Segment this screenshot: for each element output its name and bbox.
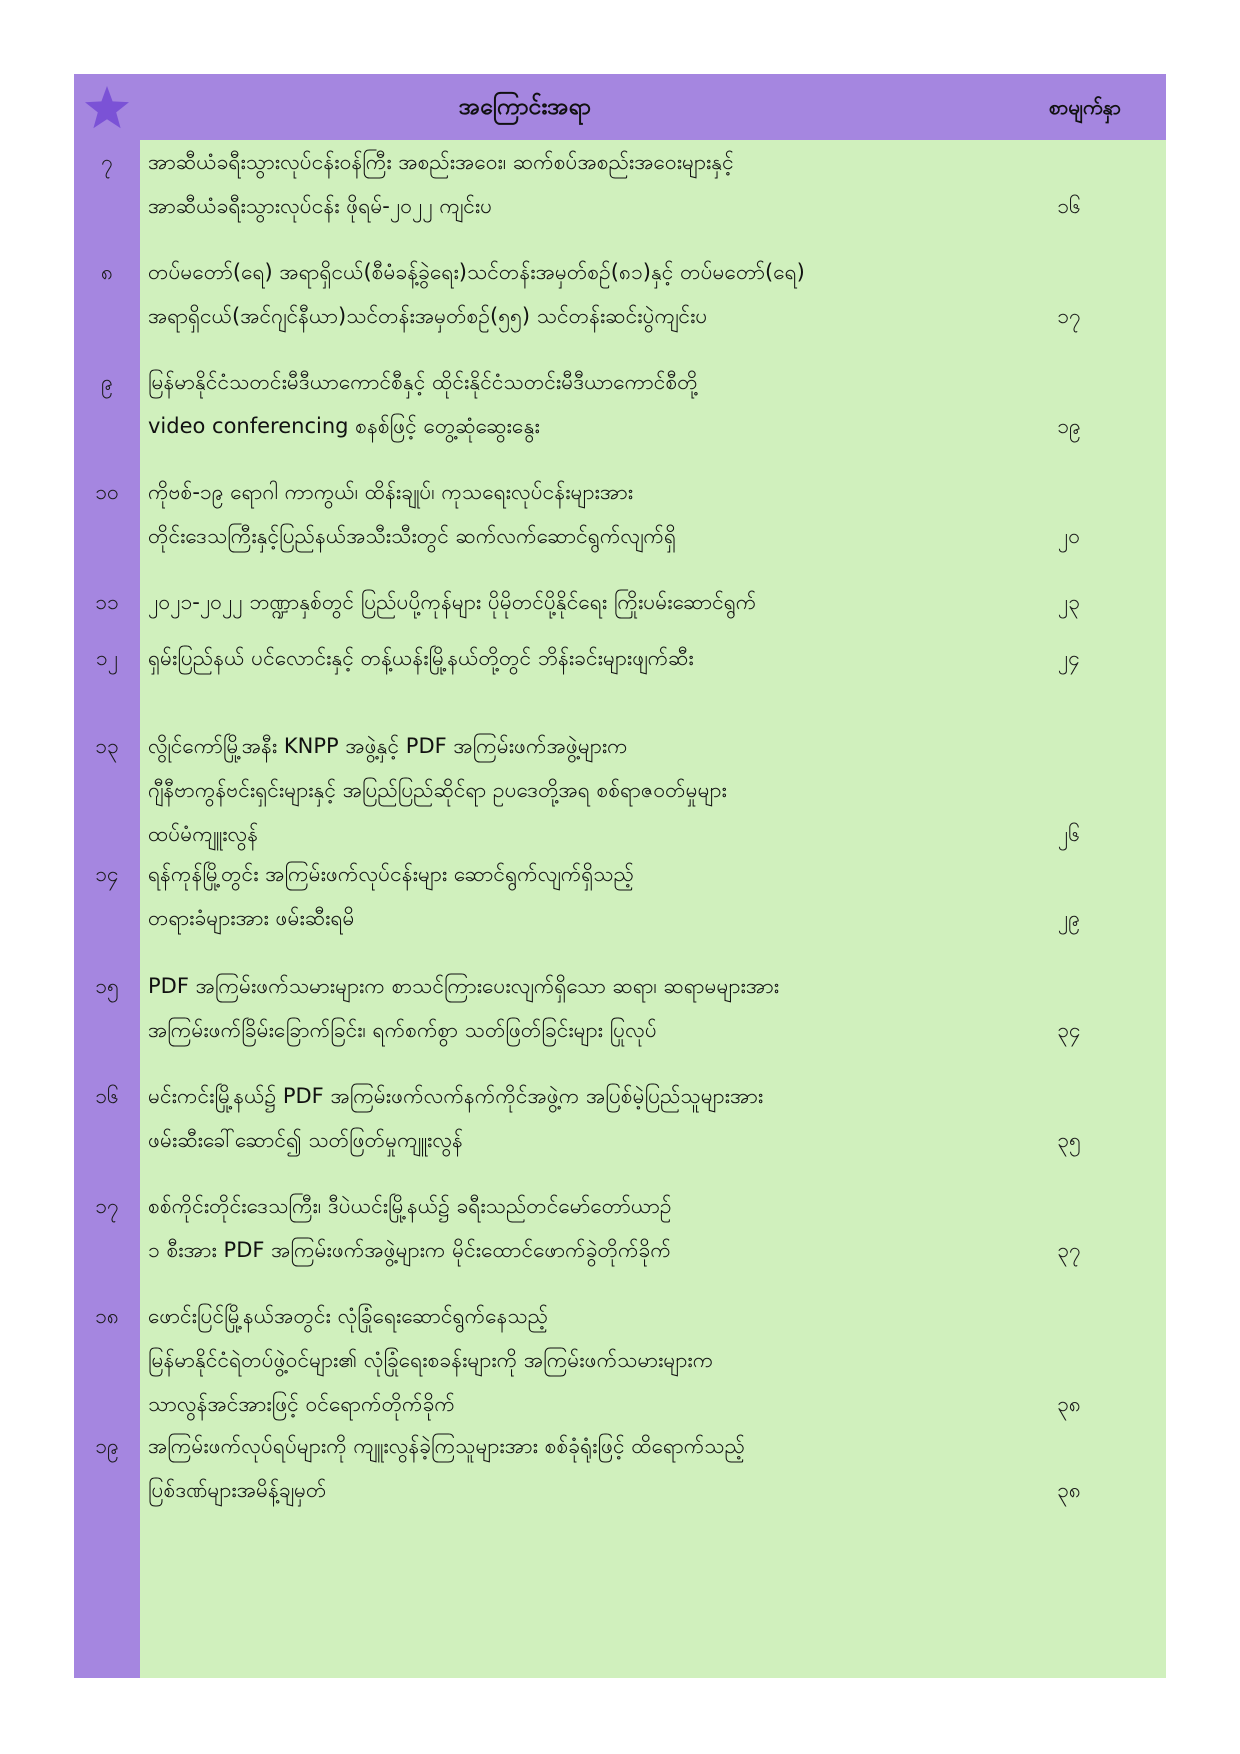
toc-entry[interactable]: [74, 470, 1166, 558]
entry-number: ၁၉: [95, 1434, 119, 1458]
table-of-contents: [74, 74, 1166, 1678]
entry-number: ၁၆: [95, 1084, 119, 1108]
entry-number: ၁၄: [95, 862, 119, 886]
entry-page-number: ၁၉: [1057, 414, 1081, 438]
entry-title: [148, 636, 1028, 680]
entry-title: [148, 1294, 1028, 1426]
toc-entry[interactable]: [74, 580, 1166, 624]
entry-page-number: ၂၉: [1057, 906, 1081, 930]
entry-title-line: PDF အကြမ်းဖက်သမားများက စာသင်ကြားပေးလျက်ရှိသော ဆရာ၊ ဆရာမများအား: [148, 974, 780, 998]
entry-title: [148, 360, 1028, 448]
toc-entry[interactable]: [74, 1424, 1166, 1512]
entry-title-line: ရှမ်းပြည်နယ် ပင်လောင်းနှင့် တန့်ယန်းမြို့နယ်တို့တွင် ဘိန်းခင်းများဖျက်ဆီး: [148, 646, 694, 670]
entry-title: [148, 1184, 1028, 1272]
entry-title: [148, 852, 1028, 940]
entry-title-line: အကြမ်းဖက်ခြိမ်းခြောက်ခြင်း၊ ရက်စက်စွာ သတ်ဖြတ်ခြင်းများ ပြုလုပ်: [148, 1018, 657, 1042]
contents-heading: အကြောင်းအရာ: [458, 94, 592, 120]
toc-entry[interactable]: [74, 250, 1166, 338]
entry-number: ၉: [101, 370, 113, 394]
toc-entry[interactable]: [74, 852, 1166, 940]
entry-page-number: ၂၄: [1057, 646, 1081, 670]
entry-number: ၇: [101, 150, 113, 174]
toc-entry[interactable]: [74, 964, 1166, 1052]
star-cell: [74, 74, 140, 140]
entry-title-line: အကြမ်းဖက်လုပ်ရပ်များကို ကျူးလွန်ခဲ့ကြသူများအား စစ်ခုံရုံးဖြင့် ထိရောက်သည့်: [148, 1434, 745, 1458]
page-column-heading: စာမျက်နှာ: [1048, 95, 1122, 119]
entry-title: [148, 470, 1028, 558]
entry-title: [148, 964, 1028, 1052]
entry-title-line: မြန်မာနိုင်ငံရဲတပ်ဖွဲ့ဝင်များ၏ လုံခြုံရေးစခန်းများကို အကြမ်းဖက်သမားများက: [148, 1348, 714, 1372]
entry-title-line: ၂၀၂၁-၂၀၂၂ ဘဏ္ဍာနှစ်တွင် ပြည်ပပို့ကုန်များ ပိုမိုတင်ပို့နိုင်ရေး ကြိုးပမ်းဆောင်ရွက်: [148, 590, 757, 614]
entry-title-line: ရန်ကုန်မြို့တွင်း အကြမ်းဖက်လုပ်ငန်းများ ဆောင်ရွက်လျက်ရှိသည့်: [148, 862, 634, 886]
toc-entry[interactable]: [74, 1074, 1166, 1162]
entry-page-number: ၂၃: [1057, 590, 1081, 614]
entry-number: ၁၂: [95, 646, 119, 670]
star-icon: [83, 84, 131, 130]
entry-page-number: ၁၆: [1057, 194, 1081, 218]
entry-title: [148, 1424, 1028, 1512]
entry-title-line: အာဆီယံခရီးသွားလုပ်ငန်းဝန်ကြီး အစည်းအဝေး၊ ဆက်စပ်အစည်းအဝေးများနှင့်: [148, 150, 734, 174]
entry-page-number: ၃၄: [1057, 1018, 1081, 1042]
entry-title-line: video conferencing စနစ်ဖြင့် တွေ့ဆုံဆွေးနွေး: [148, 414, 540, 438]
entry-number: ၁၃: [95, 734, 119, 758]
entry-title-line: အရာရှိငယ်(အင်ဂျင်နီယာ)သင်တန်းအမှတ်စဉ်(၅၅) သင်တန်းဆင်းပွဲကျင်းပ: [148, 304, 708, 328]
entry-number: ၁၅: [95, 974, 119, 998]
toc-entry[interactable]: [74, 360, 1166, 448]
entry-title-line: မင်းကင်းမြို့နယ်၌ PDF အကြမ်းဖက်လက်နက်ကိုင်အဖွဲ့က အပြစ်မဲ့ပြည်သူများအား: [148, 1084, 764, 1108]
entry-page-number: ၁၇: [1057, 304, 1081, 328]
entry-number: ၈: [101, 260, 113, 284]
entry-page-number: ၃၅: [1057, 1128, 1081, 1152]
toc-entry[interactable]: [74, 636, 1166, 680]
entry-title-line: မြန်မာနိုင်ငံသတင်းမီဒီယာကောင်စီနှင့် ထိုင်းနိုင်ငံသတင်းမီဒီယာကောင်စီတို့: [148, 370, 698, 394]
entry-number: ၁၈: [95, 1304, 119, 1328]
entry-number: ၁၇: [95, 1194, 119, 1218]
entry-title-line: ဂျီနီဗာကွန်ဗင်းရှင်းများနှင့် အပြည်ပြည်ဆိုင်ရာ ဥပဒေတို့အရ စစ်ရာဇဝတ်မှုများ: [148, 778, 727, 802]
entry-title: [148, 1074, 1028, 1162]
entry-title-line: သာလွန်အင်အားဖြင့် ဝင်ရောက်တိုက်ခိုက်: [148, 1392, 455, 1416]
toc-entry[interactable]: [74, 724, 1166, 856]
entry-title-line: ၁ စီးအား PDF အကြမ်းဖက်အဖွဲ့များက မိုင်းထောင်ဖောက်ခွဲတိုက်ခိုက်: [148, 1238, 671, 1262]
entry-page-number: ၂၀: [1057, 524, 1081, 548]
entry-title-line: ဖောင်းပြင်မြို့နယ်အတွင်း လုံခြုံရေးဆောင်ရွက်နေသည့်: [148, 1304, 549, 1328]
entry-number: ၁၁: [95, 590, 119, 614]
entry-title-line: အာဆီယံခရီးသွားလုပ်ငန်း ဖိုရမ်-၂၀၂၂ ကျင်းပ: [148, 194, 493, 218]
entry-page-number: ၂၆: [1057, 822, 1081, 846]
entry-title-line: ပြစ်ဒဏ်များအမိန့်ချမှတ်: [148, 1478, 327, 1502]
entry-title-line: ကိုဗစ်-၁၉ ရောဂါ ကာကွယ်၊ ထိန်းချုပ်၊ ကုသရေးလုပ်ငန်းများအား: [148, 480, 634, 504]
toc-entry[interactable]: [74, 140, 1166, 228]
entry-title-line: တရားခံများအား ဖမ်းဆီးရမိ: [148, 906, 355, 930]
entry-page-number: ၃၈: [1057, 1392, 1081, 1416]
entry-number: ၁၀: [95, 480, 119, 504]
entry-title: [148, 724, 1028, 856]
entry-title-line: တပ်မတော်(ရေ) အရာရှိငယ်(စီမံခန့်ခွဲရေး)သင်တန်းအမှတ်စဉ်(၈၁)နှင့် တပ်မတော်(ရေ): [148, 260, 805, 284]
entry-title: [148, 250, 1028, 338]
toc-entry[interactable]: [74, 1184, 1166, 1272]
entry-title-line: လွိုင်ကော်မြို့အနီး KNPP အဖွဲ့နှင့် PDF အကြမ်းဖက်အဖွဲ့များက: [148, 734, 628, 758]
entry-title-line: စစ်ကိုင်းတိုင်းဒေသကြီး၊ ဒီပဲယင်းမြို့နယ်၌ ခရီးသည်တင်မော်တော်ယာဉ်: [148, 1194, 672, 1218]
entry-title-line: တိုင်းဒေသကြီးနှင့်ပြည်နယ်အသီးသီးတွင် ဆက်လက်ဆောင်ရွက်လျက်ရှိ: [148, 524, 677, 548]
entry-title: [148, 580, 1028, 624]
entry-title-line: ထပ်မံကျူးလွန်: [148, 822, 259, 846]
entry-page-number: ၃၈: [1057, 1478, 1081, 1502]
toc-entry[interactable]: [74, 1294, 1166, 1426]
entry-title-line: ဖမ်းဆီးခေါ်ဆောင်၍ သတ်ဖြတ်မှုကျူးလွန်: [148, 1128, 463, 1152]
entry-page-number: ၃၇: [1057, 1238, 1081, 1262]
entry-title: [148, 140, 1028, 228]
